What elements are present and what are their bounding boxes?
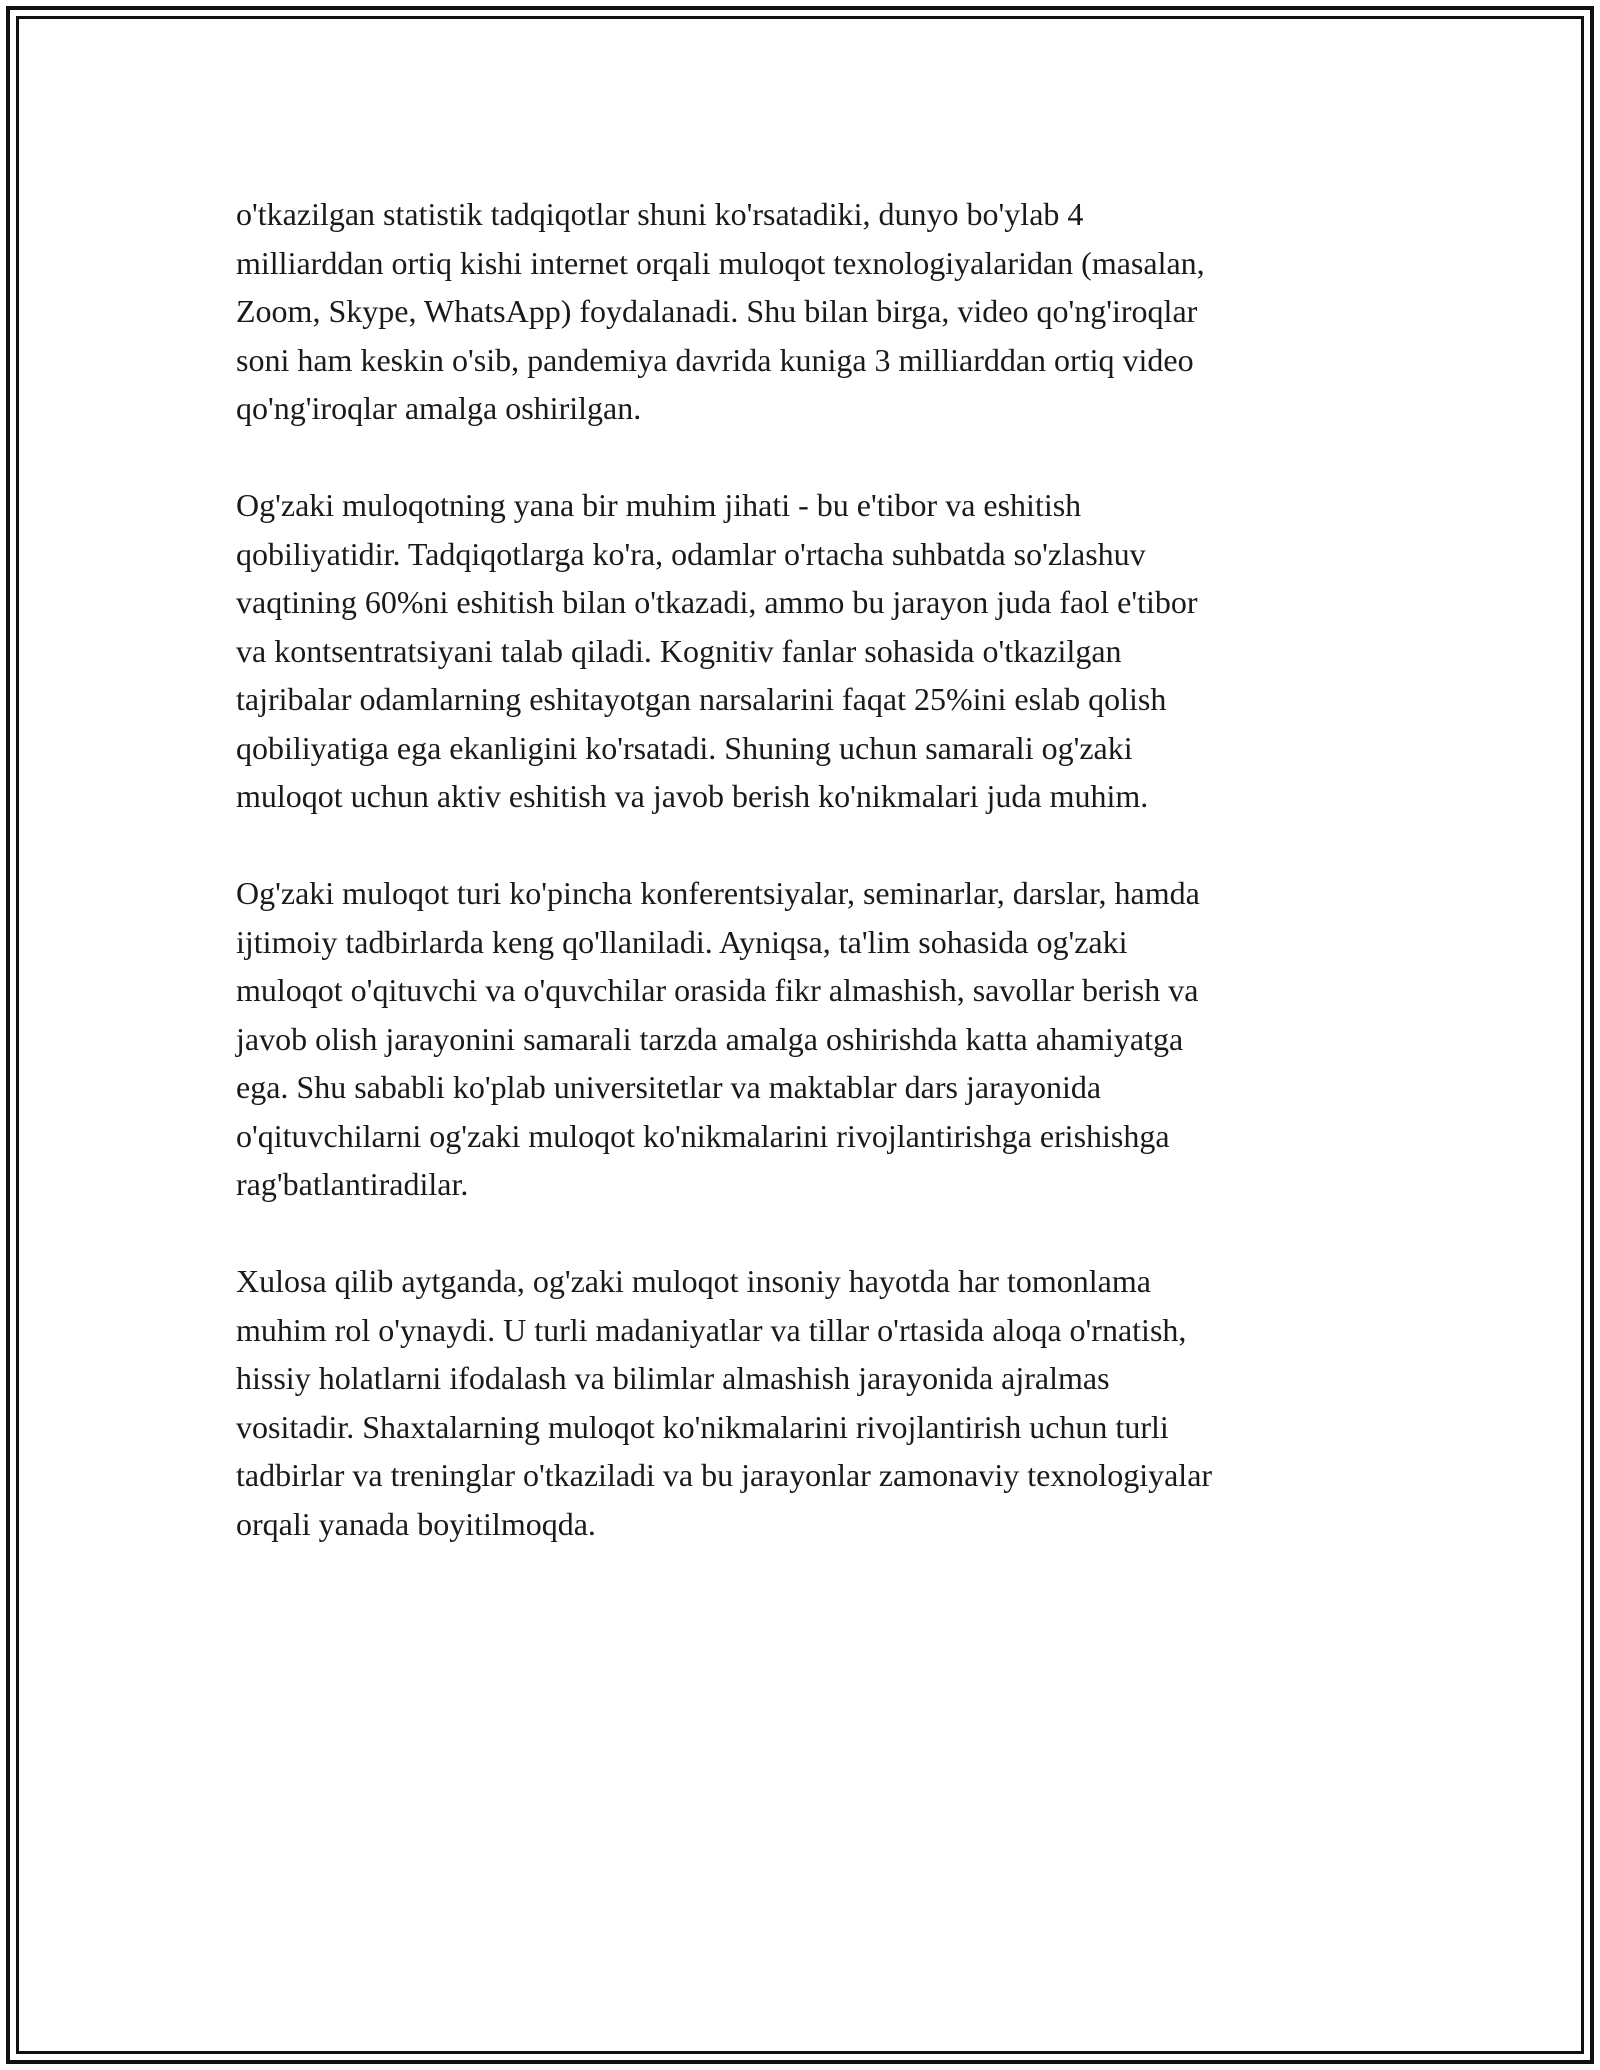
text-line: Og'zaki muloqotning yana bir muhim jihati - bu e'tibor va eshitish [236, 487, 1082, 523]
paragraph-4 [236, 1257, 1376, 1548]
paragraph-3 [236, 869, 1376, 1209]
text-line: soni ham keskin o'sib, pandemiya davrida kuniga 3 milliarddan ortiq video [236, 341, 1194, 378]
text-line: Zoom, Skype, WhatsApp) foydalanadi. Shu bilan birga, video qo'ng'iroqlar [236, 293, 1198, 329]
text-line: vaqtining 60%ni eshitish bilan o'tkazadi, ammo bu jarayon juda faol e'tibor [236, 584, 1198, 620]
text-line: qobiliyatiga ega ekanligini ko'rsatadi. Shuning uchun samarali og'zaki [236, 729, 1133, 766]
text-line: ijtimoiy tadbirlarda keng qo'llaniladi. Ayniqsa, ta'lim sohasida og'zaki [236, 923, 1128, 960]
text-line: ega. Shu sababli ko'plab universitetlar va maktablar dars jarayonida [236, 1069, 1102, 1105]
text-line: javob olish jarayonini samarali tarzda amalga oshirishda katta ahamiyatga [236, 1020, 1184, 1057]
text-line: qo'ng'iroqlar amalga oshirilgan. [236, 390, 642, 426]
text-line: va kontsentratsiyani talab qiladi. Kognitiv fanlar sohasida o'tkazilgan [236, 632, 1122, 669]
text-line: muloqot o'qituvchi va o'quvchilar orasida fikr almashish, savollar berish va [236, 972, 1199, 1008]
text-line: o'tkazilgan statistik tadqiqotlar shuni ko'rsatadiki, dunyo bo'ylab 4 [236, 196, 1084, 232]
text-line: Og'zaki muloqot turi ko'pincha konferentsiyalar, seminarlar, darslar, hamda [236, 875, 1200, 911]
text-line: vositadir. Shaxtalarning muloqot ko'nikmalarini rivojlantirish uchun turli [236, 1408, 1169, 1445]
document-body [236, 190, 1376, 1597]
text-line: milliarddan ortiq kishi internet orqali muloqot texnologiyalaridan (masalan, [236, 244, 1205, 281]
paragraph-1 [236, 190, 1376, 433]
text-line: rag'batlantiradilar. [236, 1166, 469, 1202]
text-line: o'qituvchilarni og'zaki muloqot ko'nikmalarini rivojlantirishga erishishga [236, 1117, 1170, 1154]
text-line: qobiliyatidir. Tadqiqotlarga ko'ra, odamlar o'rtacha suhbatda so'zlashuv [236, 535, 1146, 572]
text-line: muloqot uchun aktiv eshitish va javob berish ko'nikmalari juda muhim. [236, 778, 1149, 814]
text-line: Xulosa qilib aytganda, og'zaki muloqot insoniy hayotda har tomonlama [236, 1263, 1151, 1299]
text-line: tadbirlar va treninglar o'tkaziladi va bu jarayonlar zamonaviy texnologiyalar [236, 1457, 1213, 1493]
text-line: tajribalar odamlarning eshitayotgan narsalarini faqat 25%ini eslab qolish [236, 681, 1167, 717]
text-line: orqali yanada boyitilmoqda. [236, 1505, 596, 1542]
text-line: hissiy holatlarni ifodalash va bilimlar almashish jarayonida ajralmas [236, 1360, 1110, 1396]
text-line: muhim rol o'ynaydi. U turli madaniyatlar va tillar o'rtasida aloqa o'rnatish, [236, 1311, 1187, 1348]
paragraph-2 [236, 481, 1376, 821]
